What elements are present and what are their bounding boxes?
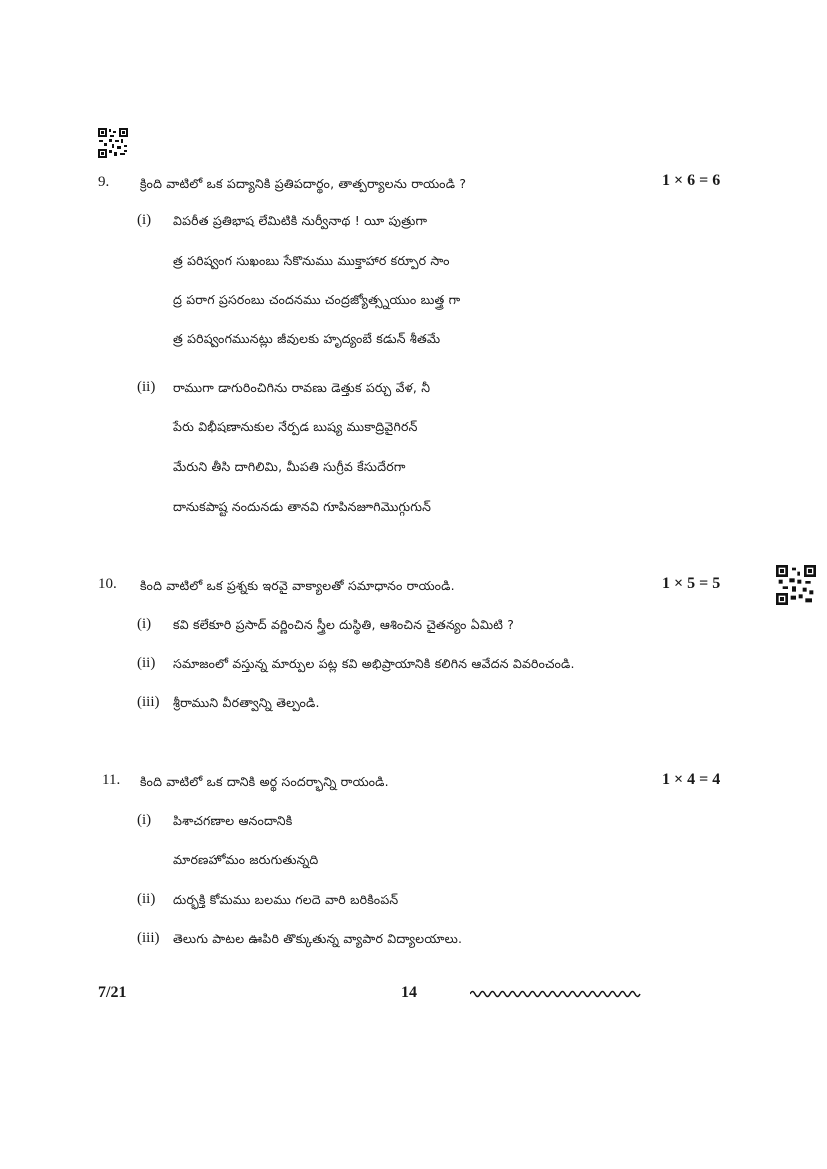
question-11-number: 11. bbox=[102, 772, 121, 788]
q9-option-i-line: త్ర పరిష్వంగ సుఖంబు సేకొనుము ముక్తాహార కర్పూర సాం bbox=[173, 253, 450, 268]
q11-option-ii-line: దుర్భక్తి కోమము బలము గలదె వారి బరికింపన్ bbox=[173, 892, 399, 907]
q10-option-i-label: (i) bbox=[137, 616, 152, 632]
question-9-text: క్రింది వాటిలో ఒక పద్యానికి ప్రతిపదార్థం, తాత్పర్యాలను రాయండి ? bbox=[140, 176, 467, 191]
q9-option-i-line: విపరీత ప్రతిభాష లేమిటికి నుర్వీనాథ ! యీ పుత్రుగా bbox=[173, 213, 428, 228]
qr-code-top bbox=[98, 128, 128, 158]
qr-code-side bbox=[776, 565, 816, 605]
q10-option-ii-label: (ii) bbox=[137, 655, 156, 671]
question-10-text: కింది వాటిలో ఒక ప్రశ్నకు ఇరవై వాక్యాలతో సమాధానం రాయండి. bbox=[140, 578, 455, 593]
q11-option-i-line: మారణహోమం జరుగుతున్నది bbox=[173, 852, 319, 867]
q9-option-i-line: ద్ర పరాగ ప్రసరంబు చందనము చంద్రజ్యోత్స్నయుం బుత్త్ర గా bbox=[173, 292, 461, 307]
q11-option-iii-line: తెలుగు పాటల ఊపిరి తొక్కుతున్న వ్యాపార విద్యాలయాలు. bbox=[173, 931, 463, 946]
q9-option-ii-line: పేరు విభీషణానుకుల నేర్పడ బుష్య ముకాద్రివైగిరన్ bbox=[173, 419, 418, 434]
q11-option-ii-label: (ii) bbox=[137, 891, 156, 907]
footer-page-number: 14 bbox=[401, 984, 417, 1001]
question-10-number: 10. bbox=[98, 576, 117, 592]
q11-option-i-line: పిశాచగణాల ఆనందానికి bbox=[173, 813, 293, 828]
q10-option-ii-text: సమాజంలో వస్తున్న మార్పుల పట్ల కవి అభిప్రాయానికి కలిగిన ఆవేదన వివరించండి. bbox=[173, 656, 575, 671]
footer-paper-code: 7/21 bbox=[98, 984, 127, 1001]
q11-option-i-label: (i) bbox=[137, 812, 152, 828]
q9-option-ii-line: రాముగా డాగురించిగిను రావణు డెత్తుక పర్చు వేళ, నీ bbox=[173, 380, 431, 395]
question-10-marks: 1 × 5 = 5 bbox=[662, 575, 721, 592]
question-9-marks: 1 × 6 = 6 bbox=[662, 172, 721, 189]
q9-option-i-line: త్ర పరిష్వంగమునట్లు జీవులకు హృద్యంబే కడున్ శీతమే bbox=[173, 331, 441, 346]
q11-option-iii-label: (iii) bbox=[137, 930, 160, 946]
q10-option-i-text: కవి కలేకూరి ప్రసాద్ వర్ణించిన స్త్రీల దుస్థితి, ఆశించిన చైతన్యం ఏమిటి ? bbox=[173, 617, 515, 632]
question-11-marks: 1 × 4 = 4 bbox=[662, 771, 721, 788]
q9-option-ii-line: దానుకపాష్ట నందునడు తానవి గూపినజూగిమొగ్గుగున్ bbox=[173, 499, 432, 514]
q10-option-iii-label: (iii) bbox=[137, 694, 160, 710]
q9-option-ii-label: (ii) bbox=[137, 379, 156, 395]
q10-option-iii-text: శ్రీరాముని వీరత్వాన్ని తెల్పండి. bbox=[173, 695, 320, 710]
question-9-number: 9. bbox=[98, 174, 110, 190]
wavy-line-decoration bbox=[470, 988, 644, 1000]
q9-option-i-label: (i) bbox=[137, 212, 152, 228]
question-11-text: కింది వాటిలో ఒక దానికి అర్థ సందర్భాన్ని రాయండి. bbox=[140, 774, 389, 789]
q9-option-ii-line: మేరుని తీసి దాగిలిమి, మీపతి సుగ్రీవ కేసుదేరగా bbox=[173, 459, 406, 474]
